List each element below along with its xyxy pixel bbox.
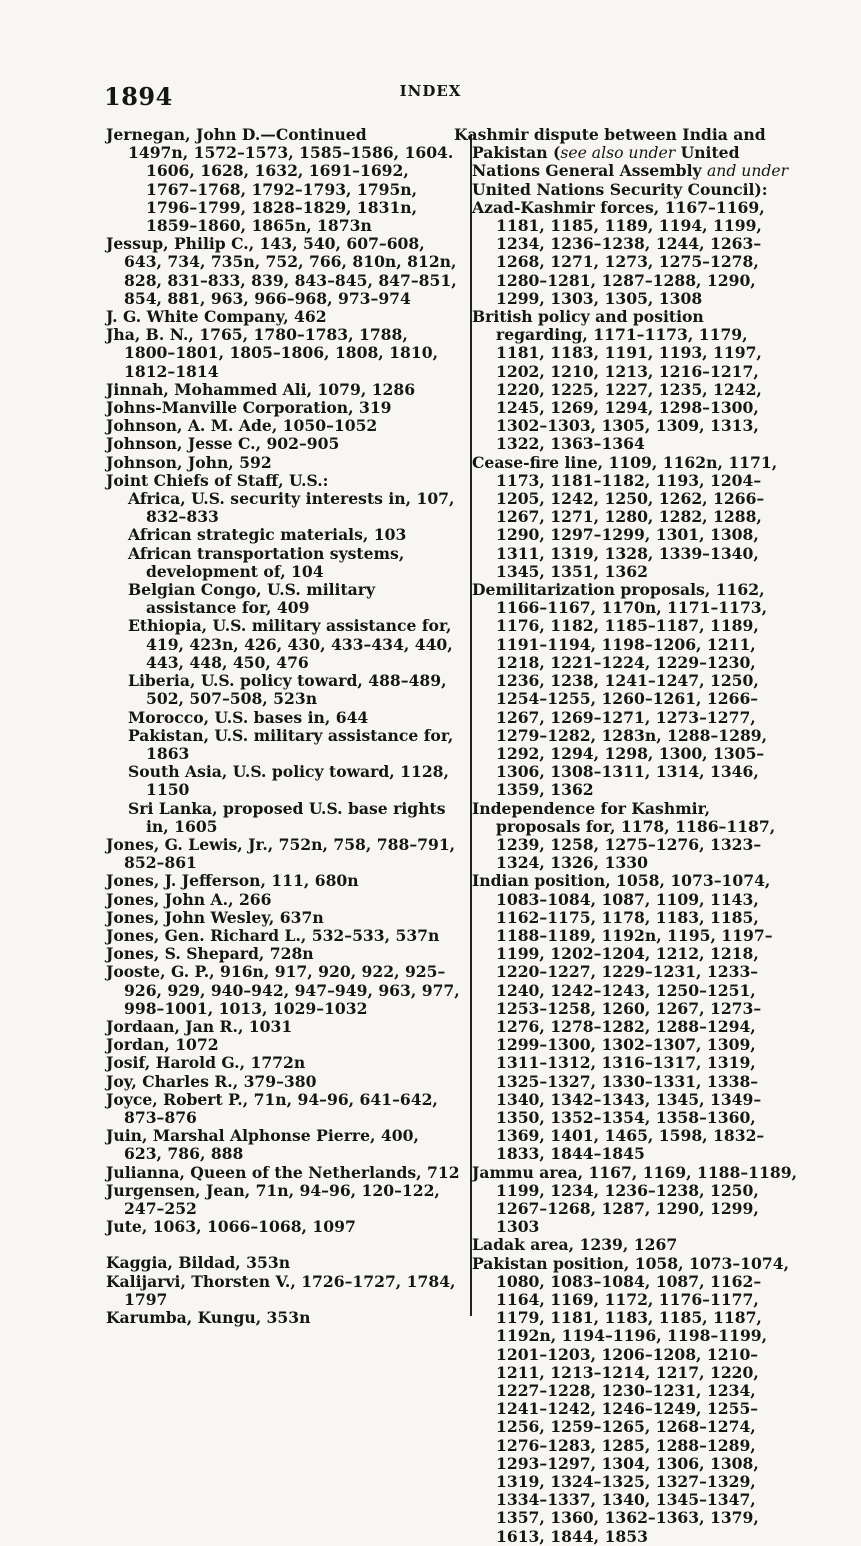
- index-subentry: Belgian Congo, U.S. military assistance for, 409: [128, 580, 376, 618]
- index-entry: Jones, J. Jefferson, 111, 680n: [106, 871, 359, 891]
- index-entry: Johnson, Jesse C., 902–905: [106, 434, 340, 454]
- kashmir-heading: Kashmir dispute between India and: [454, 125, 766, 144]
- index-subentry: Indian position, 1058, 1073–1074, 1083–1084, 1087, 1109, 1143, 1162–1175, 1178, 1183, 1185, 1188–1189, 1192n, 1195, 1197–1199, 1202–1204, 1212, 1218, 1220–1227, 1229–1231, 1233–1240, 1242–1243, 1250–1251, 1253–1258, 1260, 1267, 1273–1276, 1278–1282, 1288–1294, 1299–1300, 1302–1307, 1309, 1311–1312, 1316–1317, 1319, 1325–1327, 1330–1331, 1338–1340, 1342–1343, 1345, 1349–1350, 1352–1354, 1358–1360, 1369, 1401, 1465, 1598, 1832–1833, 1844–1845: [472, 871, 773, 1164]
- index-subentry: 1497n, 1572–1573, 1585–1586, 1604. 1606, 1628, 1632, 1691–1692, 1767–1768, 1792–1793, 1795n, 1796–1799, 1828–1829, 1831n, 1859–1860, 1865n, 1873n: [128, 143, 454, 236]
- index-entry: Jones, G. Lewis, Jr., 752n, 758, 788–791, 852–861: [106, 834, 456, 873]
- index-entry: Jurgensen, Jean, 71n, 94–96, 120–122, 247–252: [106, 1180, 440, 1218]
- index-entry: Johnson, A. M. Ade, 1050–1052: [106, 416, 378, 436]
- index-subentry: Ethiopia, U.S. military assistance for, 419, 423n, 426, 430, 433–434, 440, 443, 448, 450, 476: [128, 616, 453, 672]
- index-entry: Karumba, Kungu, 353n: [106, 1308, 311, 1327]
- running-head: INDEX: [399, 82, 462, 100]
- index-column-left: [106, 126, 462, 1327]
- index-entry: Jones, Gen. Richard L., 532–533, 537n: [106, 925, 440, 945]
- index-entry: Jones, John Wesley, 637n: [106, 907, 324, 927]
- index-subentry: Morocco, U.S. bases in, 644: [128, 707, 369, 727]
- index-entry: Jha, B. N., 1765, 1780–1783, 1788, 1800–1801, 1805–1806, 1808, 1810, 1812–1814: [106, 325, 438, 381]
- index-entry: Jute, 1063, 1066–1068, 1097: [106, 1217, 356, 1237]
- index-subentry: Independence for Kashmir, proposals for, 1178, 1186–1187, 1239, 1258, 1275–1276, 1323–1324, 1326, 1330: [472, 798, 776, 873]
- index-entry: Julianna, Queen of the Netherlands, 712: [106, 1162, 460, 1182]
- index-subentry: South Asia, U.S. policy toward, 1128, 1150: [128, 762, 449, 800]
- index-subentry: Ladak area, 1239, 1267: [472, 1235, 678, 1255]
- index-subentry: Liberia, U.S. policy toward, 488–489, 502, 507–508, 523n: [128, 671, 447, 709]
- index-subentry: Africa, U.S. security interests in, 107, 832–833: [128, 489, 455, 527]
- index-subentry: Cease-fire line, 1109, 1162n, 1171, 1173, 1181–1182, 1193, 1204–1205, 1242, 1250, 1262, 1266–1267, 1271, 1280, 1282, 1288, 1290, 1297–1299, 1301, 1308, 1311, 1319, 1328, 1339–1340, 1345, 1351, 1362: [472, 452, 778, 581]
- index-subentry: British policy and position regarding, 1171–1173, 1179, 1181, 1183, 1191, 1193, 1197, 1202, 1210, 1213, 1216–1217, 1220, 1225, 1227, 1235, 1242, 1245, 1269, 1294, 1298–1300, 1302–1303, 1305, 1309, 1313, 1322, 1363–1364: [472, 307, 762, 454]
- index-entry: Jessup, Philip C., 143, 540, 607–608, 643, 734, 735n, 752, 766, 810n, 812n, 828, 831–833, 839, 843–845, 847–851, 854, 881, 963, 966–968, 973–974: [106, 234, 457, 308]
- index-entry: Johns-Manville Corporation, 319: [106, 398, 392, 418]
- index-subentry: Jammu area, 1167, 1169, 1188–1189, 1199, 1234, 1236–1238, 1250, 1267–1268, 1287, 1290, 1299, 1303: [472, 1162, 797, 1237]
- index-subentry: African strategic materials, 103: [128, 525, 407, 545]
- index-entry: Joint Chiefs of Staff, U.S.:: [106, 470, 329, 490]
- index-entry: Juin, Marshal Alphonse Pierre, 400, 623, 786, 888: [106, 1126, 419, 1164]
- index-entry: Jinnah, Mohammed Ali, 1079, 1286: [106, 379, 416, 399]
- index-entry: Jooste, G. P., 916n, 917, 920, 922, 925–926, 929, 940–942, 947–949, 963, 977, 998–1001, 1013, 1029–1032: [106, 962, 460, 1018]
- index-subentry: African transportation systems, development of, 104: [128, 543, 405, 581]
- index-subentry: Pakistan position, 1058, 1073–1074, 1080, 1083–1084, 1087, 1162–1164, 1169, 1172, 1176–1177, 1179, 1181, 1183, 1185, 1187, 1192n, 1194–1196, 1198–1199, 1201–1203, 1206–1208, 1210–1211, 1213–1214, 1217, 1220, 1227–1228, 1230–1231, 1234, 1241–1242, 1246–1249, 1255–1256, 1259–1265, 1268–1274, 1276–1283, 1285, 1288–1289, 1293–1297, 1304, 1306, 1308, 1319, 1324–1325, 1327–1329, 1334–1337, 1340, 1345–1347, 1357, 1360, 1362–1363, 1379, 1613, 1844, 1853: [472, 1253, 790, 1546]
- index-subentry: Azad-Kashmir forces, 1167–1169, 1181, 1185, 1189, 1194, 1199, 1234, 1236–1238, 1244, 1263–1268, 1271, 1273, 1275–1278, 1280–1281, 1287–1288, 1290, 1299, 1303, 1305, 1308: [472, 197, 765, 308]
- index-entry: Joyce, Robert P., 71n, 94–96, 641–642, 873–876: [106, 1089, 438, 1127]
- index-entry: Jones, John A., 266: [106, 889, 272, 909]
- index-entry: Jordan, 1072: [106, 1035, 219, 1055]
- page-number: 1894: [104, 82, 173, 111]
- index-entry: Joy, Charles R., 379–380: [106, 1071, 317, 1091]
- index-entry: Jernegan, John D.—Continued: [106, 125, 367, 144]
- index-entry: Kaggia, Bildad, 353n: [106, 1253, 291, 1273]
- index-entry: Kalijarvi, Thorsten V., 1726–1727, 1784, 1797: [106, 1271, 456, 1309]
- index-entry: Josif, Harold G., 1772n: [106, 1053, 306, 1073]
- index-entry: J. G. White Company, 462: [106, 307, 327, 327]
- index-entry: Jones, S. Shepard, 728n: [106, 944, 314, 964]
- kashmir-heading-crossref: Pakistan (see also under United Nations General Assembly and under United Nations Security Council):: [472, 143, 789, 199]
- index-subentry: Demilitarization proposals, 1162, 1166–1167, 1170n, 1171–1173, 1176, 1182, 1185–1187, 1189, 1191–1194, 1198–1206, 1211, 1218, 1221–1224, 1229–1230, 1236, 1238, 1241–1247, 1250, 1254–1255, 1260–1261, 1266–1267, 1269–1271, 1273–1277, 1279–1282, 1283n, 1288–1289, 1292, 1294, 1298, 1300, 1305–1306, 1308–1311, 1314, 1346, 1359, 1362: [472, 580, 768, 800]
- index-column-right: [454, 126, 798, 1546]
- index-entry: Johnson, John, 592: [106, 452, 272, 472]
- index-subentry: Sri Lanka, proposed U.S. base rights in, 1605: [128, 798, 446, 836]
- index-entry: Jordaan, Jan R., 1031: [106, 1016, 293, 1036]
- index-subentry: Pakistan, U.S. military assistance for, 1863: [128, 725, 454, 763]
